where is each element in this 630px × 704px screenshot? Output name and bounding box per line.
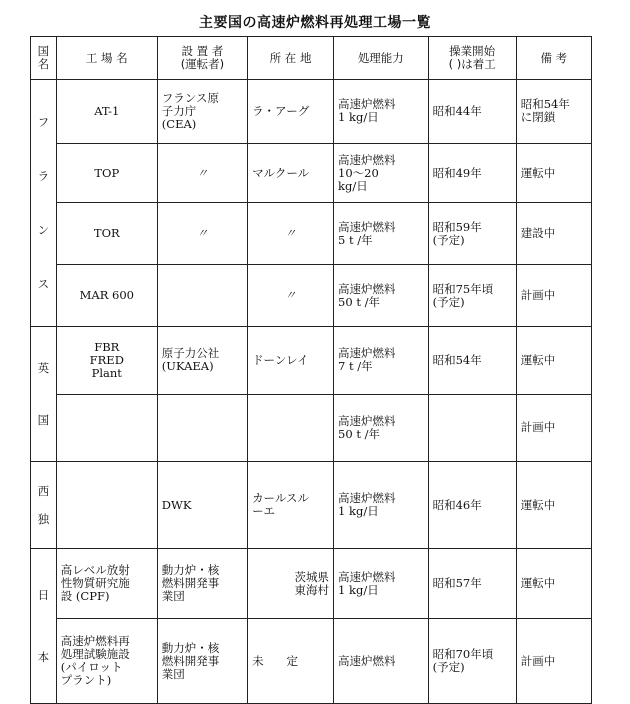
cell-location: ラ・アーグ [248,80,334,144]
cell-remarks: 運転中 [516,462,591,549]
table-row [31,203,592,265]
cell-location: カールスル ーエ [248,462,334,549]
table-row [31,327,592,395]
country-japan [31,549,57,704]
cell-start: 昭和75年頃 (予定) [428,265,516,327]
country-france [31,80,57,327]
cell-location: ドーンレイ [248,327,334,395]
cell-capacity: 高速炉燃料 5 t /年 [334,203,429,265]
country-char: 本 [37,649,50,664]
cell-capacity: 高速炉燃料 1 kg/日 [334,549,429,619]
country-char: 国 [37,412,50,427]
cell-location: 〃 [248,203,334,265]
header-remarks: 備 考 [516,37,591,80]
cell-location [248,394,334,462]
cell-start: 昭和57年 [428,549,516,619]
table-row [31,619,592,704]
country-char: ス [37,276,50,291]
cell-start: 昭和59年 (予定) [428,203,516,265]
table-row [31,143,592,203]
cell-remarks: 計画中 [516,619,591,704]
cell-start: 昭和49年 [428,143,516,203]
cell-name [56,394,157,462]
cell-remarks: 建設中 [516,203,591,265]
cell-name: TOR [56,203,157,265]
cell-operator: 原子力公社 (UKAEA) [157,327,247,395]
cell-location: 〃 [248,265,334,327]
cell-capacity: 高速炉燃料 1 kg/日 [334,462,429,549]
cell-location: マルクール [248,143,334,203]
cell-remarks: 運転中 [516,327,591,395]
table-row [31,462,592,549]
page-title: 主要国の高速炉燃料再処理工場一覧 [199,15,431,31]
header-location: 所 在 地 [248,37,334,80]
cell-remarks: 昭和54年 に閉鎖 [516,80,591,144]
header-name: 工 場 名 [56,37,157,80]
country-char: 日 [37,587,50,602]
table-row [31,394,592,462]
country-char: ラ [37,168,50,183]
cell-capacity: 高速炉燃料 7 t /年 [334,327,429,395]
header-start: 操業開始 ( )は着工 [428,37,516,80]
cell-start [428,394,516,462]
cell-capacity: 高速炉燃料 50 t /年 [334,265,429,327]
cell-name: FBR FRED Plant [56,327,157,395]
cell-location: 未 定 [248,619,334,704]
country-uk [31,327,57,462]
header-row [31,37,592,80]
cell-remarks: 運転中 [516,143,591,203]
cell-remarks: 計画中 [516,265,591,327]
country-char: 英 [37,360,50,375]
cell-operator: 動力炉・核 燃料開発事 業団 [157,619,247,704]
cell-operator [157,394,247,462]
cell-remarks: 運転中 [516,549,591,619]
cell-capacity: 高速炉燃料 10～20 kg/日 [334,143,429,203]
cell-operator: 動力炉・核 燃料開発事 業団 [157,549,247,619]
cell-operator: 〃 [157,203,247,265]
table-row [31,549,592,619]
country-char: 西 [37,483,50,498]
cell-location: 茨城県 東海村 [248,549,334,619]
header-country: 国 名 [31,37,57,80]
cell-start: 昭和70年頃 (予定) [428,619,516,704]
cell-remarks: 計画中 [516,394,591,462]
header-operator: 設 置 者 (運転者) [157,37,247,80]
cell-name: MAR 600 [56,265,157,327]
cell-start: 昭和54年 [428,327,516,395]
cell-operator [157,265,247,327]
cell-operator: 〃 [157,143,247,203]
table-row [31,265,592,327]
cell-capacity: 高速炉燃料 50 t /年 [334,394,429,462]
cell-start: 昭和44年 [428,80,516,144]
cell-capacity: 高速炉燃料 [334,619,429,704]
plant-table [30,36,592,704]
cell-name: 高速炉燃料再 処理試験施設 (パイロット プラント) [56,619,157,704]
header-capacity: 処理能力 [334,37,429,80]
cell-operator: DWK [157,462,247,549]
country-char: 独 [37,511,50,526]
cell-start: 昭和46年 [428,462,516,549]
cell-name: AT-1 [56,80,157,144]
country-char: ン [37,222,50,237]
table-row [31,80,592,144]
cell-name: TOP [56,143,157,203]
cell-name: 高レベル放射 性物質研究施 設 (CPF) [56,549,157,619]
cell-name [56,462,157,549]
country-char: フ [37,114,50,129]
country-wgermany [31,462,57,549]
cell-operator: フランス原 子力庁 (CEA) [157,80,247,144]
cell-capacity: 高速炉燃料 1 kg/日 [334,80,429,144]
